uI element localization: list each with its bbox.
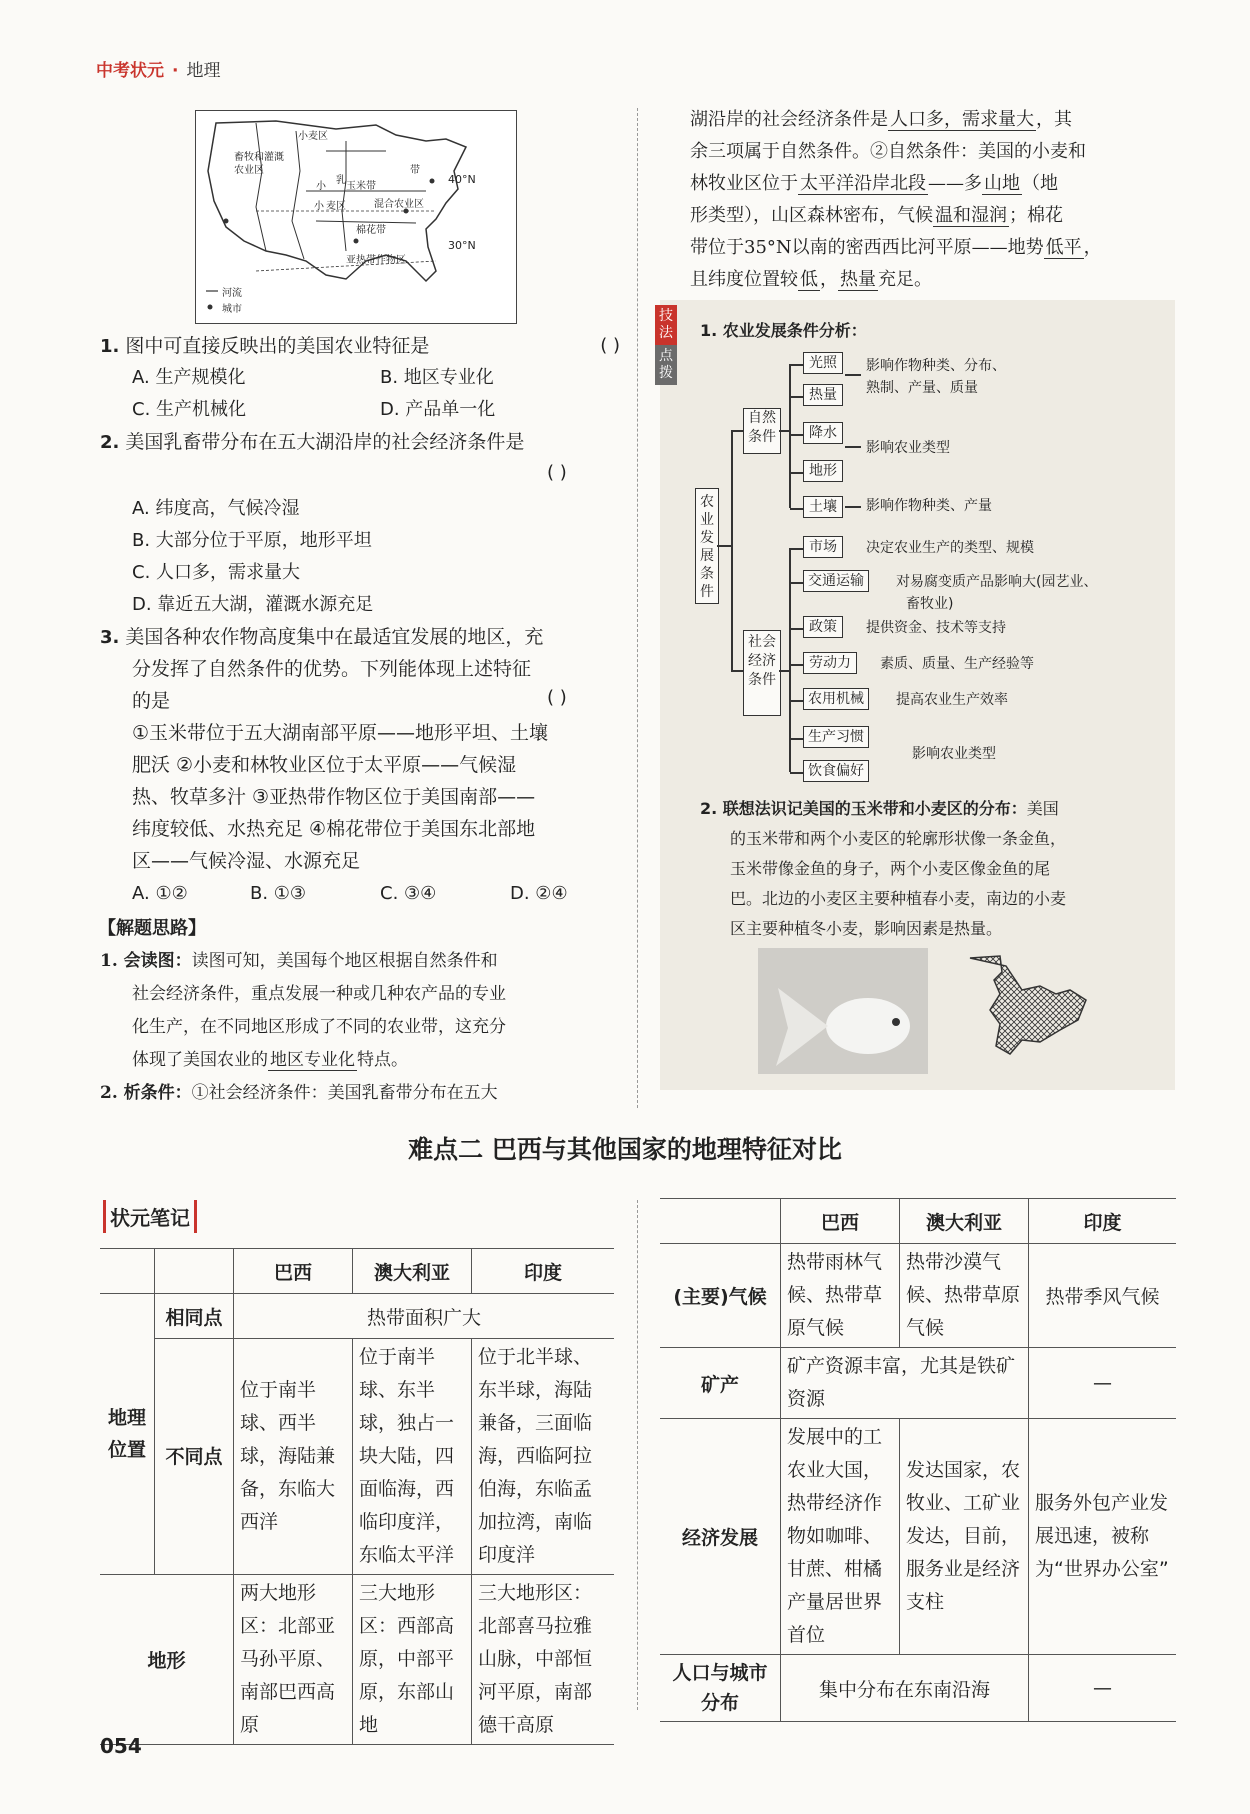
- table-right-header-brazil: 巴西: [781, 1199, 900, 1244]
- map-label-dai: 带: [410, 165, 420, 176]
- q1-option-d[interactable]: D. 产品单一化: [380, 399, 496, 420]
- q2-option-b[interactable]: B. 大部分位于平原，地形平坦: [132, 530, 372, 551]
- effect-nat-2: 影响农业类型: [866, 440, 950, 456]
- arrow-3: [845, 506, 861, 508]
- q3-line-2: 分发挥了自然条件的优势。下列能体现上述特征: [132, 658, 532, 680]
- conn-nat-v: [789, 364, 791, 508]
- q3-stmt-1: ①玉米带位于五大湖南部平原——地形平坦、土壤: [132, 722, 549, 744]
- node-social: 社会经济条件: [743, 630, 781, 716]
- right-fill-mountain: 山地: [984, 173, 1020, 194]
- cornbelt-outline: [960, 950, 1100, 1060]
- solution-p1-label: 1. 会读图：: [100, 951, 192, 971]
- c11: [790, 738, 803, 740]
- conn-nat-h: [779, 430, 789, 432]
- table-left-header-row: [100, 1249, 614, 1294]
- right-l3-b: ——多: [928, 173, 982, 194]
- table-right-economy-label: 经济发展: [660, 1419, 781, 1655]
- q3-answer-blank[interactable]: ( ): [547, 687, 567, 708]
- question-3: [100, 621, 620, 654]
- solution-p1-last-a: 体现了美国农业的: [132, 1050, 268, 1070]
- table-left-diff-label: 不同点: [155, 1339, 234, 1575]
- table-right-climate-label: (主要)气候: [660, 1244, 781, 1348]
- q1-text: 图中可直接反映出的美国农业特征是: [125, 335, 430, 357]
- map-label-subtropical: 亚热带作物区: [346, 255, 406, 266]
- map-label-wheat2: 麦区: [326, 201, 346, 212]
- map-label-40n: 40°N: [448, 173, 476, 186]
- effect-nat-1a: 影响作物种类、分布、: [866, 358, 1006, 374]
- solution-p1-line-2: 社会经济条件，重点发展一种或几种农产品的专业: [132, 984, 506, 1004]
- q3-option-d[interactable]: D. ②④: [510, 883, 568, 904]
- effect-soc-2a: 对易腐变质产品影响大(园艺业、: [896, 574, 1098, 590]
- right-l4-a: 形类型），山区森林密布，气候: [690, 205, 933, 226]
- column-divider-top: [637, 108, 638, 1108]
- connector-natural: [731, 430, 743, 432]
- table-left-header-india: 印度: [472, 1249, 615, 1294]
- q2-option-a[interactable]: A. 纬度高，气候冷湿: [132, 498, 300, 519]
- map-label-corn: 玉米带: [346, 181, 376, 192]
- c12: [790, 772, 803, 774]
- header-brand: [96, 56, 220, 81]
- q3-line-3: 的是: [132, 690, 171, 712]
- table-left-same-value: 热带面积广大: [234, 1294, 615, 1339]
- q3-option-c[interactable]: C. ③④: [380, 883, 437, 904]
- q1-option-b[interactable]: B. 地区专业化: [380, 367, 494, 388]
- node-policy: 政策: [803, 616, 843, 638]
- effect-nat-3: 影响作物种类、产量: [866, 498, 992, 514]
- effect-soc-4: 素质、质量、生产经验等: [880, 656, 1034, 672]
- map-label-xiao: 小: [316, 181, 326, 192]
- solution-heading: 【解题思路】: [98, 918, 206, 939]
- goldfish-icon: [758, 948, 928, 1074]
- right-fill-low: 低: [800, 269, 818, 290]
- brand-dot: ·: [172, 61, 179, 81]
- tips-item-2-line-1: 的玉米带和两个小麦区的轮廓形状像一条金鱼，: [730, 829, 1067, 848]
- subject-name: 地理: [186, 61, 221, 81]
- table-left-same-label: 相同点: [155, 1294, 234, 1339]
- solution-p1-line-1: 读图可知，美国每个地区根据自然条件和: [191, 951, 498, 971]
- table-right-economy-india: 服务外包产业发展迅速，被称为“世界办公室”: [1029, 1419, 1177, 1655]
- table-right-row-population: [660, 1655, 1176, 1722]
- question-2: [100, 426, 620, 459]
- solution-fill-specialization: 地区专业化: [270, 1050, 355, 1070]
- c7: [790, 582, 803, 584]
- q2-option-d[interactable]: D. 靠近五大湖，灌溉水源充足: [132, 594, 374, 615]
- c3: [790, 434, 803, 436]
- connector-trunk: [731, 430, 733, 670]
- arrow-2: [845, 446, 861, 448]
- q1-option-a[interactable]: A. 生产规模化: [132, 367, 246, 388]
- right-l6-b: ，: [820, 269, 838, 290]
- table-right-minerals-label: 矿产: [660, 1348, 781, 1419]
- right-l4-b: ；棉花: [1009, 205, 1063, 226]
- table-right-population-merged: 集中分布在东南沿海: [781, 1655, 1029, 1722]
- table-left-geo-label: 地理位置: [100, 1294, 155, 1575]
- solution-p1-line-3: 化生产，在不同地区形成了不同的农业带，这充分: [132, 1017, 506, 1037]
- right-line-3: [690, 168, 1170, 200]
- table-right-header-india: 印度: [1029, 1199, 1177, 1244]
- connector-root: [717, 545, 731, 547]
- tips-item-2-label: 2. 联想法识记美国的玉米带和小麦区的分布：: [700, 799, 1027, 818]
- table-right-population-label: 人口与城市分布: [660, 1655, 781, 1722]
- right-fill-flat: 低平: [1045, 237, 1082, 258]
- tips-tag-2: 点拨: [655, 345, 677, 385]
- right-l5-b: ，: [1083, 237, 1102, 258]
- node-heat: 热量: [803, 384, 843, 406]
- table-right-header-australia: 澳大利亚: [900, 1199, 1029, 1244]
- effect-soc-6: 影响农业类型: [912, 746, 996, 762]
- goldfish-photo: [758, 948, 928, 1074]
- c5: [790, 508, 803, 510]
- table-left-terrain-australia: 三大地形区：西部高原，中部平原，东部山地: [353, 1575, 472, 1745]
- table-left-header-brazil: 巴西: [234, 1249, 353, 1294]
- node-machinery: 农用机械: [803, 688, 869, 710]
- solution-p1-last-b: 特点。: [357, 1050, 408, 1070]
- right-line-1: [690, 104, 1170, 136]
- map-label-mixed: 混合农业区: [374, 199, 424, 210]
- table-right-population-india: —: [1029, 1655, 1177, 1722]
- brand-name: 中考状元: [96, 61, 164, 81]
- node-soil: 土壤: [803, 496, 843, 518]
- node-habits: 生产习惯: [803, 726, 869, 748]
- right-line-6: [690, 264, 1170, 296]
- table-left-terrain-brazil: 两大地形区：北部亚马孙平原、南部巴西高原: [234, 1575, 353, 1745]
- table-left-corner-1: [100, 1249, 155, 1294]
- node-market: 市场: [803, 536, 843, 558]
- section-title: 难点二 巴西与其他国家的地理特征对比: [408, 1135, 842, 1164]
- node-natural: 自然条件: [743, 408, 781, 454]
- table-left-corner-2: [155, 1249, 234, 1294]
- tips-tag-1: 技法: [655, 305, 677, 345]
- q1-answer-blank[interactable]: ( ): [600, 335, 620, 356]
- node-labor: 劳动力: [803, 652, 857, 674]
- tips-item-2-line-2: 玉米带像金鱼的身子，两个小麦区像金鱼的尾: [730, 859, 1051, 878]
- table-left-header-australia: 澳大利亚: [353, 1249, 472, 1294]
- effect-soc-5: 提高农业生产效率: [896, 692, 1008, 708]
- map-legend-river: 河流: [222, 288, 242, 299]
- column-divider-bottom: [637, 1200, 638, 1710]
- table-left-diff-brazil: 位于南半球、西半球，海陆兼备，东临大西洋: [234, 1339, 353, 1575]
- c6: [790, 548, 803, 550]
- tips-item-2: [700, 794, 1160, 824]
- q3-stmt-2: 肥沃 ②小麦和林牧业区位于太平原——气候湿: [132, 754, 517, 776]
- q2-answer-blank[interactable]: ( ): [547, 462, 567, 483]
- table-right-climate-brazil: 热带雨林气候、热带草原气候: [781, 1244, 900, 1348]
- right-l1-b: ，其: [1036, 109, 1072, 130]
- table-left-row-same: [100, 1294, 614, 1339]
- table-right-climate-australia: 热带沙漠气候、热带草原气候: [900, 1244, 1029, 1348]
- cornbelt-fish-shape-icon: [960, 950, 1100, 1060]
- right-fill-demand: 人口多，需求量大: [890, 109, 1034, 130]
- q1-number: 1.: [100, 336, 120, 357]
- q2-text: 美国乳畜带分布在五大湖沿岸的社会经济条件是: [125, 431, 525, 453]
- effect-soc-2b: 畜牧业): [906, 596, 954, 612]
- map-svg: [196, 111, 516, 323]
- right-l1-a: 湖沿岸的社会经济条件是: [690, 109, 888, 130]
- table-right-climate-india: 热带季风气候: [1029, 1244, 1177, 1348]
- c9: [790, 664, 803, 666]
- q3-number: 3.: [100, 627, 120, 648]
- tips-item-2-line-3: 巴。北边的小麦区主要种植春小麦，南边的小麦: [730, 889, 1067, 908]
- table-left-diff-australia: 位于南半球、东半球，独占一块大陆，四面临海，西临印度洋，东临太平洋: [353, 1339, 472, 1575]
- notes-label: 状元笔记: [103, 1200, 197, 1233]
- page-number: 054: [100, 1734, 142, 1758]
- right-l3-c: （地: [1022, 173, 1058, 194]
- right-l6-c: 充足。: [878, 269, 932, 290]
- node-precip: 降水: [803, 422, 843, 444]
- q3-option-a[interactable]: A. ①②: [132, 883, 188, 904]
- node-terrain: 地形: [803, 460, 843, 482]
- map-label-pasture: 畜牧和灌溉 农业区: [234, 152, 284, 176]
- node-diet: 饮食偏好: [803, 760, 869, 782]
- table-right-minerals-merged: 矿产资源丰富，尤其是铁矿资源: [781, 1348, 1029, 1419]
- c4: [790, 472, 803, 474]
- c10: [790, 700, 803, 702]
- right-fill-pacific: 太平洋沿岸北段: [800, 173, 926, 194]
- solution-p2-label: 2. 析条件：: [100, 1083, 192, 1103]
- q3-option-b[interactable]: B. ①③: [250, 883, 307, 904]
- usa-agriculture-map: [195, 110, 517, 324]
- connector-social: [731, 670, 743, 672]
- right-line-5: [690, 232, 1170, 264]
- effect-soc-1: 决定农业生产的类型、规模: [866, 540, 1034, 556]
- right-continued-text: [690, 104, 1170, 296]
- right-l6-a: 且纬度位置较: [690, 269, 798, 290]
- node-transport: 交通运输: [803, 570, 869, 592]
- table-right-row-economy: [660, 1419, 1176, 1655]
- table-right-row-climate: [660, 1244, 1176, 1348]
- solution-p1: [100, 945, 620, 978]
- solution-p1-line-4: [132, 1044, 408, 1077]
- table-left-diff-india: 位于北半球、东半球，海陆兼备，三面临海，西临阿拉伯海，东临孟加拉湾，南临印度洋: [472, 1339, 615, 1575]
- q2-option-c[interactable]: C. 人口多，需求量大: [132, 562, 301, 583]
- table-right-corner: [660, 1199, 781, 1244]
- solution-p2-text: ①社会经济条件：美国乳畜带分布在五大: [191, 1083, 498, 1103]
- table-right-economy-australia: 发达国家，农牧业、工矿业发达，目前，服务业是经济支柱: [900, 1419, 1029, 1655]
- comparison-table-right: [660, 1198, 1176, 1722]
- q2-number: 2.: [100, 432, 120, 453]
- node-light: 光照: [803, 352, 843, 374]
- comparison-table-left: [100, 1248, 614, 1745]
- table-left-terrain-label: 地形: [100, 1575, 234, 1745]
- arrow-1: [845, 374, 861, 376]
- solution-p2: [100, 1077, 498, 1110]
- c8: [790, 628, 803, 630]
- q3-stmt-4: 纬度较低、水热充足 ④棉花带位于美国东北部地: [132, 818, 536, 840]
- q1-option-c[interactable]: C. 生产机械化: [132, 399, 247, 420]
- table-left-row-diff: [100, 1339, 614, 1575]
- effect-soc-3: 提供资金、技术等支持: [866, 620, 1006, 636]
- map-legend-city: 城市: [222, 304, 242, 315]
- table-right-minerals-india: —: [1029, 1348, 1177, 1419]
- right-line-2: 余三项属于自然条件。②自然条件：美国的小麦和: [690, 141, 1086, 162]
- table-right-row-minerals: [660, 1348, 1176, 1419]
- node-root: 农业发展条件: [695, 488, 719, 604]
- right-l5-a: 带位于35°N以南的密西西比河平原——地势: [690, 237, 1044, 258]
- tips-item-2-a: 美国: [1026, 799, 1059, 818]
- q3-stmt-3: 热、牧草多汁 ③亚热带作物区位于美国南部——: [132, 786, 536, 808]
- c1: [790, 364, 803, 366]
- map-label-cotton: 棉花带: [356, 225, 386, 236]
- table-left-row-terrain: [100, 1575, 614, 1745]
- question-1: [100, 330, 620, 363]
- right-fill-heat: 热量: [840, 269, 876, 290]
- tips-heading-1: 1. 农业发展条件分析：: [700, 321, 867, 340]
- table-right-header-row: [660, 1199, 1176, 1244]
- map-label-30n: 30°N: [448, 239, 476, 252]
- table-left-terrain-india: 三大地形区：北部喜马拉雅山脉，中部恒河平原，南部德干高原: [472, 1575, 615, 1745]
- map-label-xiao2: 小: [314, 201, 324, 212]
- q3-stmt-5: 区——气候冷湿、水源充足: [132, 850, 361, 872]
- right-l3-a: 林牧业区位于: [690, 173, 798, 194]
- map-label-dairy: 乳: [336, 175, 346, 186]
- conn-soc-h: [779, 670, 789, 672]
- table-right-economy-brazil: 发展中的工农业大国，热带经济作物如咖啡、甘蔗、柑橘产量居世界首位: [781, 1419, 900, 1655]
- right-fill-mild: 温和湿润: [935, 205, 1007, 226]
- c2: [790, 396, 803, 398]
- tips-item-2-line-4: 区主要种植冬小麦，影响因素是热量。: [730, 919, 1003, 938]
- right-line-4: [690, 200, 1170, 232]
- effect-nat-1b: 熟制、产量、质量: [866, 380, 978, 396]
- q3-line-1: 美国各种农作物高度集中在最适宜发展的地区，充: [125, 626, 544, 648]
- map-label-wheat: 小麦区: [298, 131, 328, 142]
